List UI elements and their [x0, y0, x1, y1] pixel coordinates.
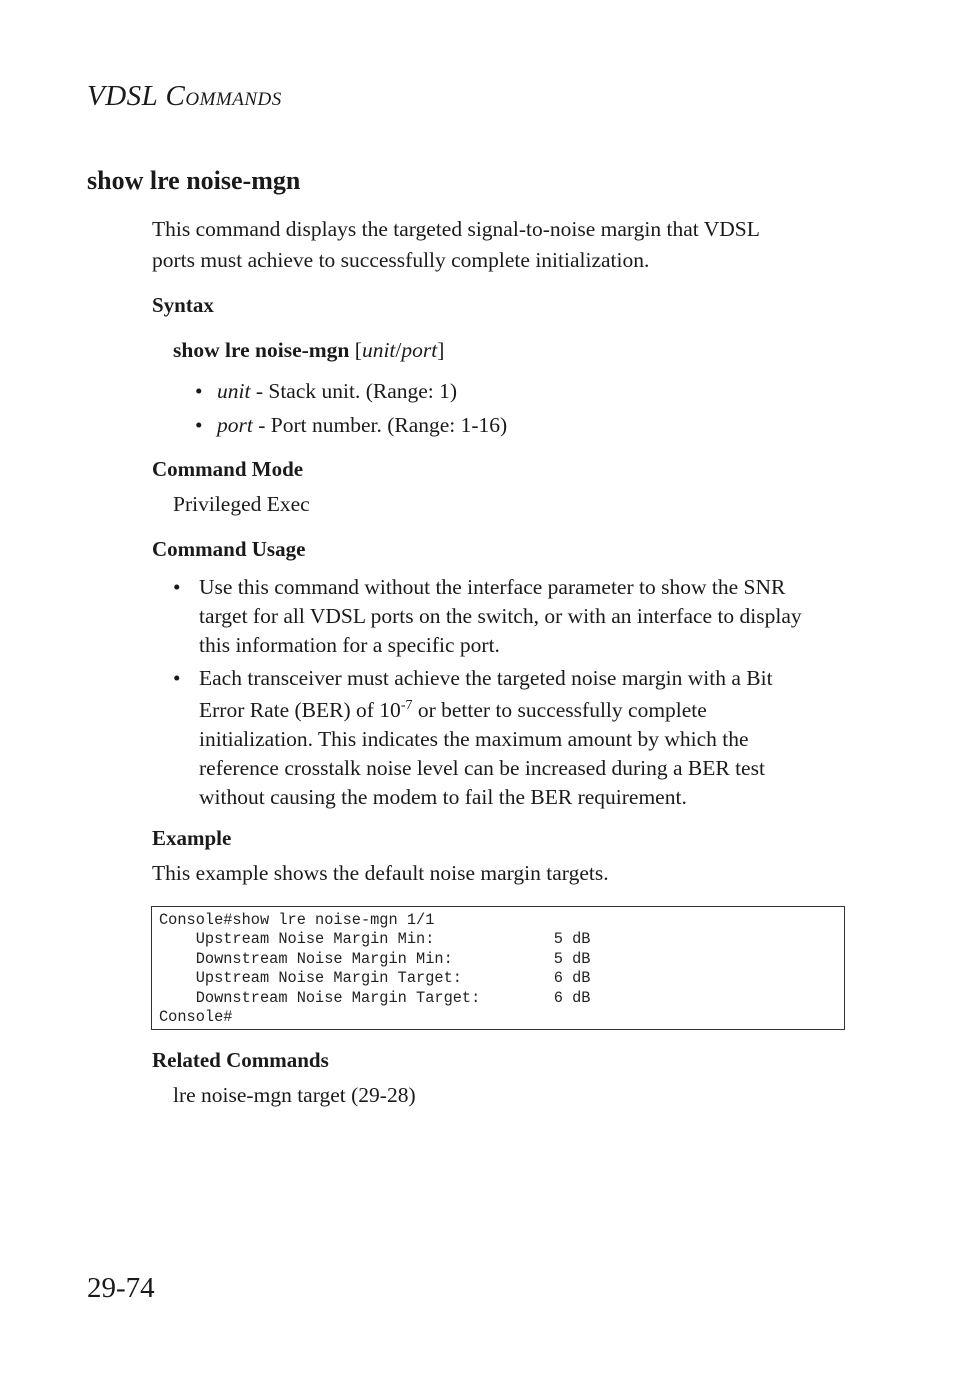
command-mode-heading: Command Mode — [152, 457, 304, 481]
console-line: Downstream Noise Margin Min: 5 dB — [159, 949, 591, 968]
syntax-line: show lre noise-mgn [unit/port] — [173, 338, 445, 362]
example-heading: Example — [152, 826, 232, 850]
syntax-heading: Syntax — [152, 293, 214, 317]
param-unit: • unit - Stack unit. (Range: 1) — [195, 379, 458, 403]
related-commands-heading: Related Commands — [152, 1048, 329, 1072]
console-line: Downstream Noise Margin Target: 6 dB — [159, 988, 591, 1007]
command-description: This command displays the targeted signal-to-noise margin that VDSL ports must achieve to successfully complete initialization. — [152, 217, 760, 272]
console-line: Upstream Noise Margin Min: 5 dB — [159, 930, 591, 949]
console-line: Console#show lre noise-mgn 1/1 — [159, 911, 435, 929]
command-title: show lre noise-mgn — [87, 166, 301, 195]
example-description: This example shows the default noise margin targets. — [152, 861, 609, 885]
bullet-icon: • — [173, 666, 181, 690]
command-mode-value: Privileged Exec — [173, 492, 310, 516]
running-head: VDSL COMMANDS — [87, 80, 282, 112]
console-output — [151, 906, 845, 1030]
bullet-icon: • — [173, 575, 181, 599]
usage-item: • Use this command without the interface parameter to show the SNR target for all VDSL ports on the switch, or with an interface to display this information for a specific port. — [173, 575, 802, 657]
related-command-reference: lre noise-mgn target (29-28) — [173, 1083, 416, 1107]
console-line: Console# — [159, 1008, 233, 1027]
command-usage-heading: Command Usage — [152, 537, 306, 561]
console-line: Upstream Noise Margin Target: 6 dB — [159, 969, 591, 988]
usage-item: • Each transceiver must achieve the targeted noise margin with a Bit Error Rate (BER) of $10^{-7}$ or better to successfully complete initialization. This indicates the maximum amount by which the reference crosstalk noise level can be increased during a BER test without causing the modem to fail the BER requirement. — [173, 666, 773, 809]
param-port: • port - Port number. (Range: 1-16) — [195, 413, 508, 437]
page-number: 29-74 — [87, 1272, 155, 1304]
